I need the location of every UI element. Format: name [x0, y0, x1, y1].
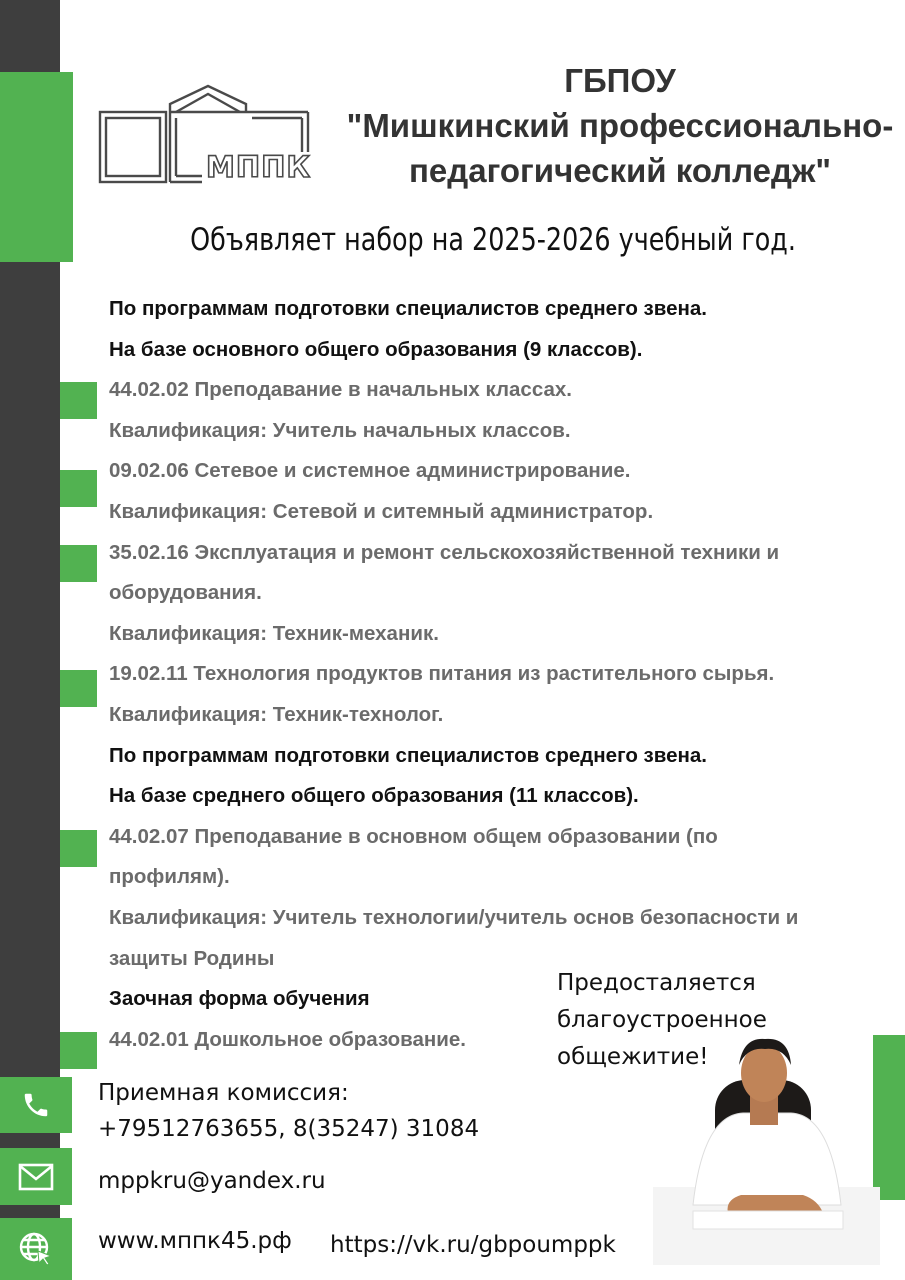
phone-icon	[21, 1090, 51, 1120]
email-icon-box[interactable]	[0, 1148, 72, 1205]
college-name-line1: "Мишкинский профессионально-	[346, 107, 894, 144]
marker-square	[60, 470, 97, 507]
program-line: профилям).	[109, 865, 230, 889]
woman-photo	[653, 1035, 880, 1265]
program-line: Квалификация: Техник-механик.	[109, 621, 439, 645]
phone-numbers[interactable]: +79512763655, 8(35247) 31084	[98, 1116, 480, 1142]
top-green-block	[0, 72, 73, 262]
program-line: На базе среднего общего образования (11 классов).	[109, 784, 639, 808]
email-link[interactable]: mppkru@yandex.ru	[98, 1168, 326, 1194]
marker-square	[60, 830, 97, 867]
mail-icon	[18, 1163, 54, 1191]
program-line: защиты Родины	[109, 946, 275, 970]
marker-square	[60, 670, 97, 707]
college-name-line2: педагогический колледж"	[408, 152, 832, 189]
program-line: 44.02.02 Преподавание в начальных классах.	[109, 378, 572, 402]
woman-photo-illustration	[653, 1035, 880, 1265]
program-line: оборудования.	[109, 581, 262, 605]
program-line: Заочная форма обучения	[109, 987, 370, 1011]
program-line: По программам подготовки специалистов среднего звена.	[109, 743, 707, 767]
college-title	[340, 58, 900, 193]
program-line: Квалификация: Учитель технологии/учитель основ безопасности и	[109, 905, 799, 929]
program-line: Квалификация: Учитель начальных классов.	[109, 418, 571, 442]
program-line: По программам подготовки специалистов среднего звена.	[109, 297, 707, 320]
program-line: 44.02.07 Преподавание в основном общем образовании (по	[109, 824, 718, 848]
website-link[interactable]: www.мппк45.рф	[98, 1228, 292, 1254]
program-line: 09.02.06 Сетевое и системное администрирование.	[109, 459, 631, 483]
dormitory-line: общежитие!	[557, 1044, 709, 1070]
globe-icon	[18, 1231, 54, 1267]
program-line: 44.02.01 Дошкольное образование.	[109, 1027, 466, 1051]
dormitory-line: благоустроенное	[557, 1007, 767, 1033]
program-line: 19.02.11 Технология продуктов питания из растительного сырья.	[109, 662, 775, 686]
college-logo	[98, 82, 313, 187]
marker-square	[60, 382, 97, 419]
logo-text: МППК	[206, 150, 312, 184]
dormitory-line: Предосталяется	[557, 970, 756, 996]
programs-list	[109, 289, 889, 1060]
program-line: Квалификация: Сетевой и ситемный администратор.	[109, 499, 654, 523]
program-line: Квалификация: Техник-технолог.	[109, 702, 444, 726]
marker-square	[60, 1032, 97, 1069]
marker-square	[60, 545, 97, 582]
vk-link[interactable]: https://vk.ru/gbpoumppk	[330, 1232, 616, 1258]
admissions-label: Приемная комиссия:	[98, 1080, 349, 1106]
web-icon-box[interactable]	[0, 1218, 72, 1280]
phone-icon-box[interactable]	[0, 1077, 72, 1133]
org-type: ГБПОУ	[564, 62, 676, 99]
enrollment-headline: Объявляет набор на 2025-2026 учебный год.	[190, 222, 796, 258]
program-line: 35.02.16 Эксплуатация и ремонт сельскохозяйственной техники и	[109, 540, 780, 564]
program-line: На базе основного общего образования (9 классов).	[109, 337, 643, 361]
